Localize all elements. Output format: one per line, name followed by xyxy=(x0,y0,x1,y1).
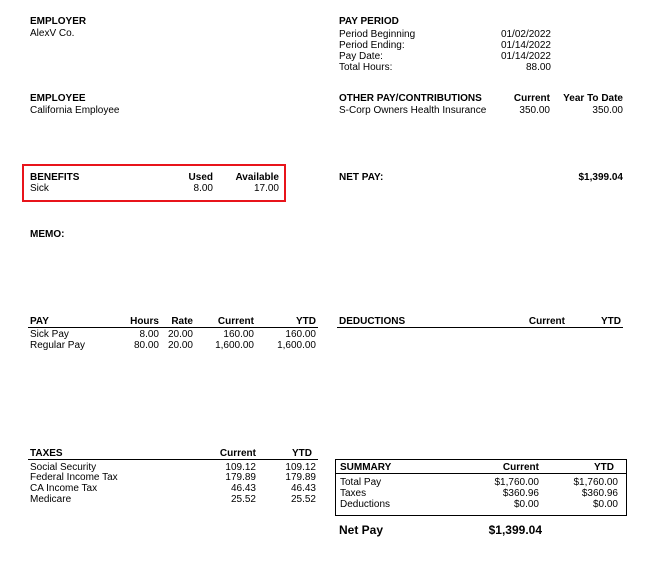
pay-header xyxy=(30,316,316,327)
pay-period-value: 01/14/2022 xyxy=(500,51,551,62)
net-pay-label: NET PAY: xyxy=(339,172,384,183)
summary-ytd: $360.96 xyxy=(581,488,618,499)
deductions-header xyxy=(339,316,621,327)
pay-ytd: 160.00 xyxy=(285,329,316,340)
employer-heading: EMPLOYER xyxy=(30,16,87,27)
taxes-ytd: 179.89 xyxy=(285,472,316,483)
pay-period-heading: PAY PERIOD xyxy=(339,16,399,27)
taxes-current: 25.52 xyxy=(230,494,256,505)
other-pay-heading: OTHER PAY/CONTRIBUTIONS xyxy=(339,93,482,104)
pay-current: 160.00 xyxy=(223,329,254,340)
pay-col-current: Current xyxy=(217,316,254,327)
benefits-heading: BENEFITS xyxy=(30,172,80,183)
summary-ytd: $1,760.00 xyxy=(573,477,618,488)
benefits-available: 17.00 xyxy=(253,183,279,194)
taxes-label: Federal Income Tax xyxy=(30,472,118,483)
pay-period-value: 01/02/2022 xyxy=(500,29,551,40)
summary-current: $0.00 xyxy=(513,499,539,510)
taxes-row xyxy=(30,483,316,494)
net-pay-bottom-label: Net Pay xyxy=(339,523,384,537)
taxes-row xyxy=(30,472,316,483)
pay-rate: 20.00 xyxy=(167,329,193,340)
pay-rate: 20.00 xyxy=(167,340,193,351)
net-pay-value: $1,399.04 xyxy=(578,172,623,183)
other-pay-col-current: Current xyxy=(513,93,550,104)
pay-row xyxy=(30,329,316,340)
taxes-label: Social Security xyxy=(30,462,97,473)
benefits-used: 8.00 xyxy=(193,183,213,194)
other-pay-label: S-Corp Owners Health Insurance xyxy=(339,105,487,116)
summary-row xyxy=(340,477,618,488)
summary-label: Total Pay xyxy=(340,477,382,488)
summary-header-rule xyxy=(336,473,626,474)
deductions-header-rule xyxy=(337,327,623,328)
pay-period-label: Total Hours: xyxy=(339,62,393,73)
deductions-col-ytd: YTD xyxy=(601,316,621,327)
other-pay-ytd: 350.00 xyxy=(592,105,623,116)
summary-ytd: $0.00 xyxy=(592,499,618,510)
pay-header-rule xyxy=(28,327,318,328)
pay-col-ytd: YTD xyxy=(296,316,316,327)
net-pay-bottom-value: $1,399.04 xyxy=(488,523,542,537)
taxes-current: 46.43 xyxy=(230,483,256,494)
net-pay-top xyxy=(339,172,623,183)
benefits-label: Sick xyxy=(30,183,49,194)
employee-name: California Employee xyxy=(30,105,120,116)
pay-period-row xyxy=(339,29,551,40)
pay-label: Regular Pay xyxy=(30,340,86,351)
pay-row xyxy=(30,340,316,351)
employer-name: AlexV Co. xyxy=(30,28,75,39)
pay-period-row xyxy=(339,51,551,62)
summary-current: $1,760.00 xyxy=(494,477,539,488)
pay-hours: 80.00 xyxy=(133,340,159,351)
summary-label: Taxes xyxy=(340,488,367,499)
pay-current: 1,600.00 xyxy=(215,340,254,351)
benefits-row xyxy=(30,183,279,194)
summary-header xyxy=(340,462,618,473)
taxes-col-ytd: YTD xyxy=(292,448,312,459)
summary-row xyxy=(340,488,618,499)
other-pay-col-ytd: Year To Date xyxy=(563,93,623,104)
taxes-ytd: 25.52 xyxy=(290,494,316,505)
other-pay-header xyxy=(339,93,623,104)
taxes-current: 179.89 xyxy=(225,472,256,483)
summary-col-current: Current xyxy=(502,462,539,473)
employee-heading: EMPLOYEE xyxy=(30,93,86,104)
taxes-ytd: 46.43 xyxy=(290,483,316,494)
taxes-current: 109.12 xyxy=(225,462,256,473)
pay-heading: PAY xyxy=(30,316,49,327)
pay-period-row xyxy=(339,62,551,73)
other-pay-row xyxy=(339,105,623,116)
summary-row xyxy=(340,499,618,510)
pay-period-label: Pay Date: xyxy=(339,51,383,62)
summary-current: $360.96 xyxy=(502,488,539,499)
pay-hours: 8.00 xyxy=(139,329,159,340)
other-pay-current: 350.00 xyxy=(519,105,550,116)
summary-heading: SUMMARY xyxy=(340,462,392,473)
taxes-header-rule xyxy=(28,459,318,460)
pay-period-label: Period Beginning xyxy=(339,29,416,40)
taxes-label: Medicare xyxy=(30,494,72,505)
memo-label: MEMO: xyxy=(30,229,65,240)
taxes-ytd: 109.12 xyxy=(285,462,316,473)
benefits-col-used: Used xyxy=(188,172,213,183)
pay-period-value: 01/14/2022 xyxy=(500,40,551,51)
pay-label: Sick Pay xyxy=(30,329,69,340)
taxes-row xyxy=(30,494,316,505)
taxes-heading: TAXES xyxy=(30,448,63,459)
pay-period-value: 88.00 xyxy=(525,62,551,73)
net-pay-bottom xyxy=(339,523,542,537)
benefits-col-available: Available xyxy=(235,172,279,183)
deductions-col-current: Current xyxy=(528,316,565,327)
taxes-col-current: Current xyxy=(219,448,256,459)
taxes-label: CA Income Tax xyxy=(30,483,98,494)
taxes-header xyxy=(30,448,316,459)
summary-label: Deductions xyxy=(340,499,391,510)
pay-period-row xyxy=(339,40,551,51)
summary-col-ytd: YTD xyxy=(594,462,614,473)
pay-ytd: 1,600.00 xyxy=(277,340,316,351)
benefits-header xyxy=(30,172,279,183)
pay-period-label: Period Ending: xyxy=(339,40,405,51)
deductions-heading: DEDUCTIONS xyxy=(339,316,406,327)
pay-col-hours: Hours xyxy=(130,316,159,327)
pay-col-rate: Rate xyxy=(171,316,193,327)
